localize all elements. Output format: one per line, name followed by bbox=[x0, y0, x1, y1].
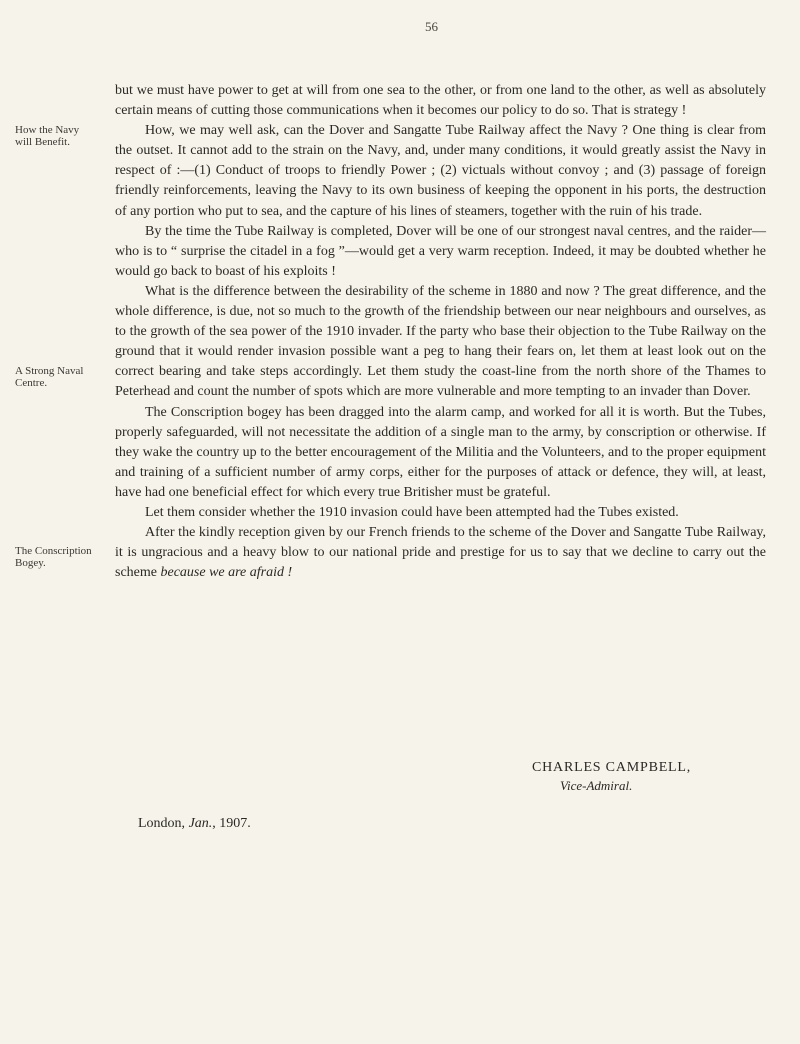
page-number: 56 bbox=[425, 19, 438, 34]
year: , 1907. bbox=[212, 816, 251, 831]
margin-note-conscription: The Conscription Bogey. bbox=[15, 545, 92, 569]
signature-name: CHARLES CAMPBELL, bbox=[532, 760, 692, 775]
closing-text: After the kindly reception given by our French friends to the scheme of the Dover and Sangatte Tube Railway, it is ungracious and a heavy blow to our national pride and prestige for us to say that we decline to carry out the scheme bbox=[115, 525, 766, 581]
signature-title: Vice-Admiral. bbox=[560, 778, 633, 793]
paragraph: How, we may well ask, can the Dover and Sangatte Tube Railway affect the Navy ? One thing is clear from the outset. It cannot add to the strain on the Navy, and, under many conditions, it would greatly assist the Navy in respect of :—(1) Conduct of troops to friendly Power ; (2) victuals without convoy ; and (3) passage of foreign friendly reinforcements, leaving the Navy to its own business of keeping the opponent in his ports, the destruction of any portion who put to sea, and the capture of his lines of steamers, together with the ruin of his trade. bbox=[115, 123, 766, 219]
margin-note-navy-benefit: How the Navy will Benefit. bbox=[15, 124, 80, 148]
month: Jan. bbox=[188, 816, 213, 831]
paragraph: What is the difference between the desirability of the scheme in 1880 and now ? The great difference, and the whole difference, is due, not so much to the growth of the friendship between our near neighbours and ourselves, as to the growth of the sea power of the 1910 invader. If the party who base their objection to the Tube Railway on the ground that it would render invasion possible want a peg to hang their fears on, let them at least look out on the correct bearing and take steps accordingly. Let them study the coast-line from the north shore of the Thames to Peterhead and count the number of spots which are more vulnerable and more tempting to an invader than Dover. bbox=[115, 283, 766, 400]
paragraph: By the time the Tube Railway is completed, Dover will be one of our strongest naval centres, and the raider—who is to “ surprise the citadel in a fog ”—would get a very warm reception. Indeed, it may be doubted whether he would go back to boast of his exploits ! bbox=[115, 223, 766, 279]
paragraph: but we must have power to get at will from one sea to the other, or from one land to the other, as well as absolutely certain means of cutting those communications when it becomes our policy to do so. That is strategy ! bbox=[115, 83, 766, 119]
paragraph: Let them consider whether the 1910 invasion could have been attempted had the Tubes existed. bbox=[145, 504, 679, 520]
place: London, bbox=[138, 816, 189, 831]
closing-paragraph bbox=[115, 523, 766, 583]
margin-note-naval-centre: A Strong Naval Centre. bbox=[15, 365, 84, 389]
body-text bbox=[115, 81, 766, 583]
signature bbox=[532, 760, 772, 794]
closing-emphasis: because we are afraid ! bbox=[160, 565, 293, 581]
place-date bbox=[138, 816, 251, 832]
paragraph: The Conscription bogey has been dragged into the alarm camp, and worked for all it is worth. But the Tubes, properly safeguarded, will not necessitate the addition of a single man to the army, by conscription or otherwise. If they wake the country up to the better encouragement of the Militia and the Volunteers, and to the proper equipment and training of a sufficient number of army corps, either for the purposes of attack or defence, they will, at least, have had one beneficial effect for which every true Britisher must be grateful. bbox=[115, 404, 766, 500]
